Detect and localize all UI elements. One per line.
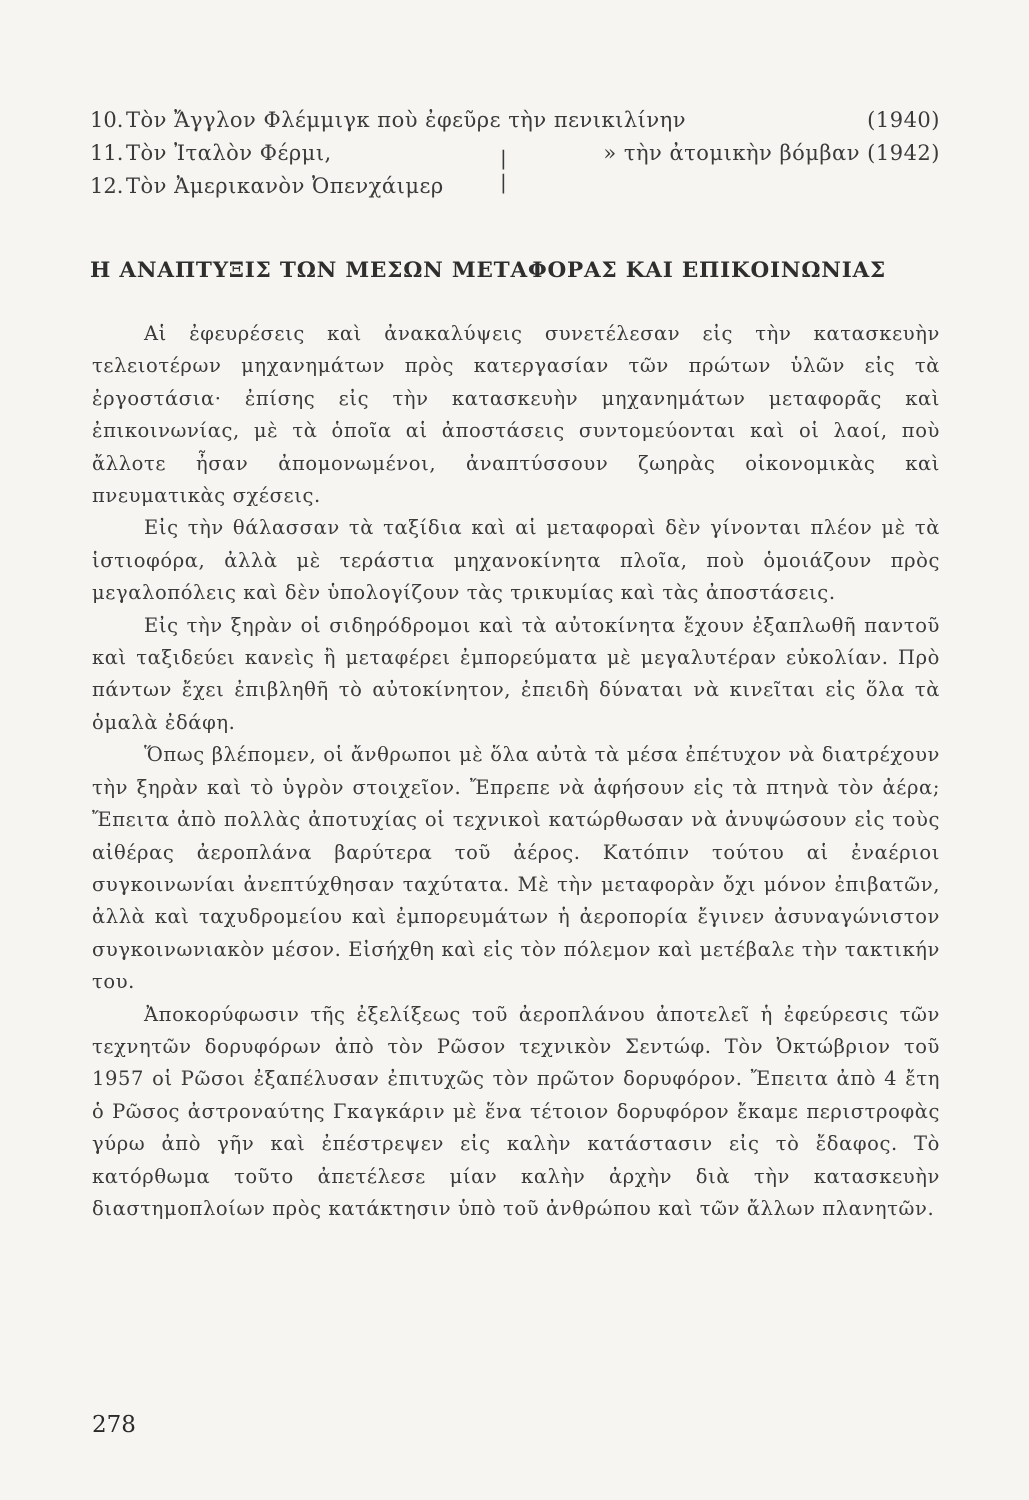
paragraph: Ἀποκορύφωσιν τῆς ἐξελίξεως τοῦ ἀεροπλάνου ἀποτελεῖ ἡ ἐφεύρεσις τῶν τεχνητῶν δορυφόρων ἀπὸ τὸν Ρῶσον τεχνικὸν Σεντώφ. Τὸν Ὀκτώβριον τοῦ 1957 οἱ Ρῶσοι ἐξαπέλυσαν ἐπιτυχῶς τὸν πρῶτον δορυφόρον. Ἔπειτα ἀπὸ 4 ἔτη ὁ Ρῶσος ἀστροναύτης Γκαγκάριν μὲ ἕνα τέτοιον δορυφόρον ἔκαμε περιστροφὰς γύρω ἀπὸ γῆν καὶ ἐπέστρεψεν εἰς καλὴν κατάστασιν εἰς τὸ ἔδαφος. Τὸ κατόρθωμα τοῦτο ἀπετέλεσε μίαν καλὴν ἀρχὴν διὰ τὴν κατασκευὴν διαστημοπλοίων πρὸς κατάκτησιν ὑπὸ τοῦ ἀνθρώπου καὶ τῶν ἄλλων πλανητῶν. [92, 1002, 940, 1220]
list-year: (1940) [867, 108, 940, 132]
inventors-list [90, 108, 940, 207]
list-item [90, 174, 940, 207]
brace-glyph: | | [500, 146, 515, 194]
paragraph: Ὅπως βλέπομεν, οἱ ἄνθρωποι μὲ ὅλα αὐτὰ τὰ μέσα ἐπέτυχον νὰ διατρέχουν τὴν ξηρὰν καὶ τὸ ὑγρὸν στοιχεῖον. Ἔπρεπε νὰ ἀφήσουν εἰς τὰ πτηνὰ τὸν ἀέρα; Ἔπειτα ἀπὸ πολλὰς ἀποτυχίας οἱ τεχνικοὶ κατώρθωσαν νὰ ἀνυψώσουν εἰς τοὺς αἰθέρας ἀεροπλάνα βαρύτερα τοῦ ἀέρος. Κατόπιν τούτου αἱ ἐναέριοι συγκοινωνίαι ἀνεπτύχθησαν ταχύτατα. Μὲ τὴν μεταφορὰν ὄχι μόνον ἐπιβατῶν, ἀλλὰ καὶ ταχυδρομείου καὶ ἐμπορευμάτων ἡ ἀεροπορία ἔγινεν ἀσυναγώνιστον συγκοινωνιακὸν μέσον. Εἰσήχθη καὶ εἰς τὸν πόλεμον καὶ μετέβαλε τὴν τακτικήν του. [92, 743, 940, 994]
list-number: 10. [90, 108, 124, 132]
list-text: Τὸν Ἄγγλον Φλέμμιγκ ποὺ ἐφεῦρε τὴν πενικιλίνην [126, 108, 687, 132]
paragraph: Εἰς τὴν ξηρὰν οἱ σιδηρόδρομοι καὶ τὰ αὐτοκίνητα ἔχουν ἐξαπλωθῆ παντοῦ καὶ ταξιδεύει κανεὶς ἢ μεταφέρει ἐμπορεύματα μὲ μεγαλυτέραν εὐκολίαν. Πρὸ πάντων ἔχει ἐπιβληθῆ τὸ αὐτοκίνητον, ἐπειδὴ δύναται νὰ κινεῖται εἰς ὅλα τὰ ὁμαλὰ ἐδάφη. [92, 613, 940, 734]
list-number: 11. [90, 141, 124, 165]
list-item [90, 141, 940, 174]
list-year: » τὴν ἀτομικὴν βόμβαν (1942) [603, 141, 940, 165]
body-text [92, 318, 940, 1225]
paragraph: Αἱ ἐφευρέσεις καὶ ἀνακαλύψεις συνετέλεσαν εἰς τὴν κατασκευὴν τελειοτέρων μηχανημάτων πρὸς κατεργασίαν τῶν πρώτων ὑλῶν εἰς τὰ ἐργοστάσια· ἐπίσης εἰς τὴν κατασκευὴν μηχανημάτων μεταφορᾶς καὶ ἐπικοινωνίας, μὲ τὰ ὁποῖα αἱ ἀποστάσεις συντομεύονται καὶ οἱ λαοί, ποὺ ἄλλοτε ἦσαν ἀπομονωμένοι, ἀναπτύσσουν ζωηρὰς οἰκονομικὰς καὶ πνευματικὰς σχέσεις. [92, 322, 940, 508]
list-item [90, 108, 940, 141]
list-number: 12. [90, 174, 124, 198]
paragraph: Εἰς τὴν θάλασσαν τὰ ταξίδια καὶ αἱ μεταφοραὶ δὲν γίνονται πλέον μὲ τὰ ἱστιοφόρα, ἀλλὰ μὲ τεράστια μηχανοκίνητα πλοῖα, ποὺ ὁμοιάζουν πρὸς μεγαλοπόλεις καὶ δὲν ὑπολογίζουν τὰς τρικυμίας καὶ τὰς ἀποστάσεις. [92, 516, 940, 605]
list-text: Τὸν Ἀμερικανὸν Ὀπενχάιμερ [126, 174, 444, 198]
section-heading: Η ΑΝΑΠΤΥΞΙΣ ΤΩΝ ΜΕΣΩΝ ΜΕΤΑΦΟΡΑΣ ΚΑΙ ΕΠΙΚΟΙΝΩΝΙΑΣ [90, 258, 887, 283]
page-number: 278 [92, 1412, 136, 1438]
list-text: Τὸν Ἰταλὸν Φέρμι, [126, 141, 332, 165]
